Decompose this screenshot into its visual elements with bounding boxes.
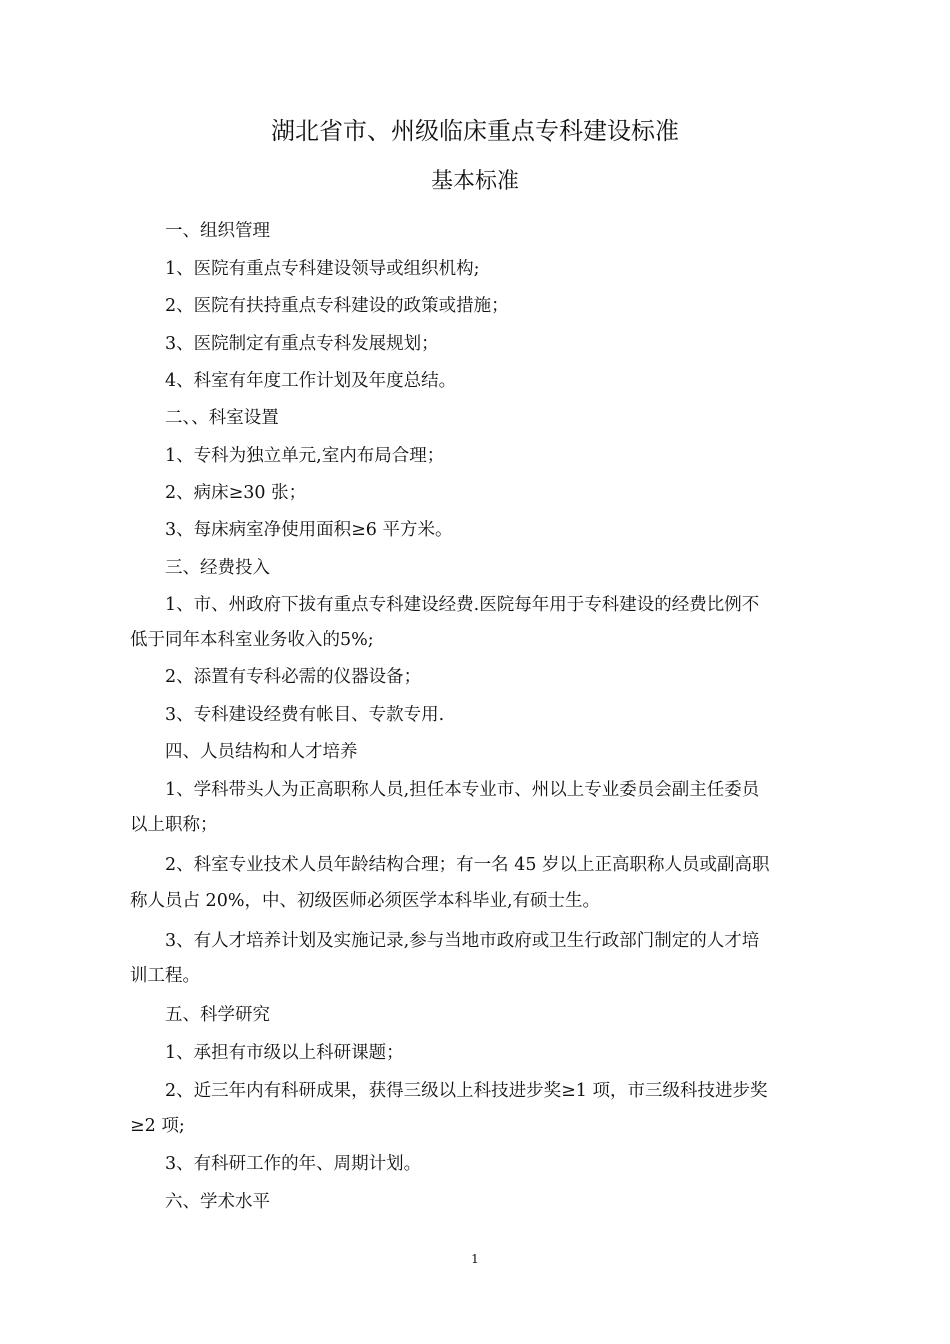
paragraph-line-continued: 训工程。	[130, 966, 200, 986]
paragraph-line: 3、每床病室净使用面积≥6 平方米。	[165, 520, 453, 540]
section-heading-research: 五、科学研究	[165, 1005, 270, 1025]
paragraph-line: 1、承担有市级以上科研课题；	[165, 1043, 404, 1063]
paragraph-line: 2、病床≥30 张；	[165, 483, 307, 503]
section-heading-academic: 六、学术水平	[165, 1192, 270, 1212]
paragraph-line: 1、专科为独立单元,室内布局合理；	[165, 446, 445, 466]
paragraph-line-continued: 以上职称；	[130, 815, 218, 835]
paragraph-line: 2、科室专业技术人员年龄结构合理；有一名 45 岁以上正高职称人员或副高职	[165, 855, 770, 875]
paragraph-line-continued: 称人员占 20%，中、初级医师必须医学本科毕业,有硕士生。	[130, 891, 601, 911]
paragraph-line: 1、学科带头人为正高职称人员,担任本专业市、州以上专业委员会副主任委员	[165, 780, 760, 800]
paragraph-line: 4、科室有年度工作计划及年度总结。	[165, 371, 457, 391]
paragraph-line: 1、市、州政府下拔有重点专科建设经费.医院每年用于专科建设的经费比例不	[165, 595, 760, 615]
section-heading-funding: 三、经费投入	[165, 558, 270, 578]
page-number: 1	[471, 1252, 479, 1266]
paragraph-line-continued: ≥2 项;	[130, 1116, 185, 1136]
paragraph-line: 2、医院有扶持重点专科建设的政策或措施；	[165, 296, 509, 316]
paragraph-line: 2、添置有专科必需的仪器设备；	[165, 667, 422, 687]
section-heading-organization: 一、组织管理	[165, 221, 270, 241]
paragraph-line: 3、专科建设经费有帐目、专款专用.	[165, 705, 445, 725]
paragraph-line: 2、近三年内有科研成果，获得三级以上科技进步奖≥1 项，市三级科技进步奖	[165, 1081, 768, 1101]
document-subtitle: 基本标准	[430, 169, 519, 194]
section-heading-personnel: 四、人员结构和人才培养	[165, 742, 358, 762]
paragraph-line-continued: 低于同年本科室业务收入的5%;	[130, 630, 374, 650]
section-heading-department: 二、、科室设置	[165, 408, 279, 428]
paragraph-line: 3、有科研工作的年、周期计划。	[165, 1154, 422, 1174]
paragraph-line: 3、有人才培养计划及实施记录,参与当地市政府或卫生行政部门制定的人才培	[165, 931, 760, 951]
paragraph-line: 3、医院制定有重点专科发展规划；	[165, 334, 439, 354]
paragraph-line: 1、医院有重点专科建设领导或组织机构;	[165, 259, 480, 279]
document-title: 湖北省市、州级临床重点专科建设标准	[271, 117, 679, 145]
